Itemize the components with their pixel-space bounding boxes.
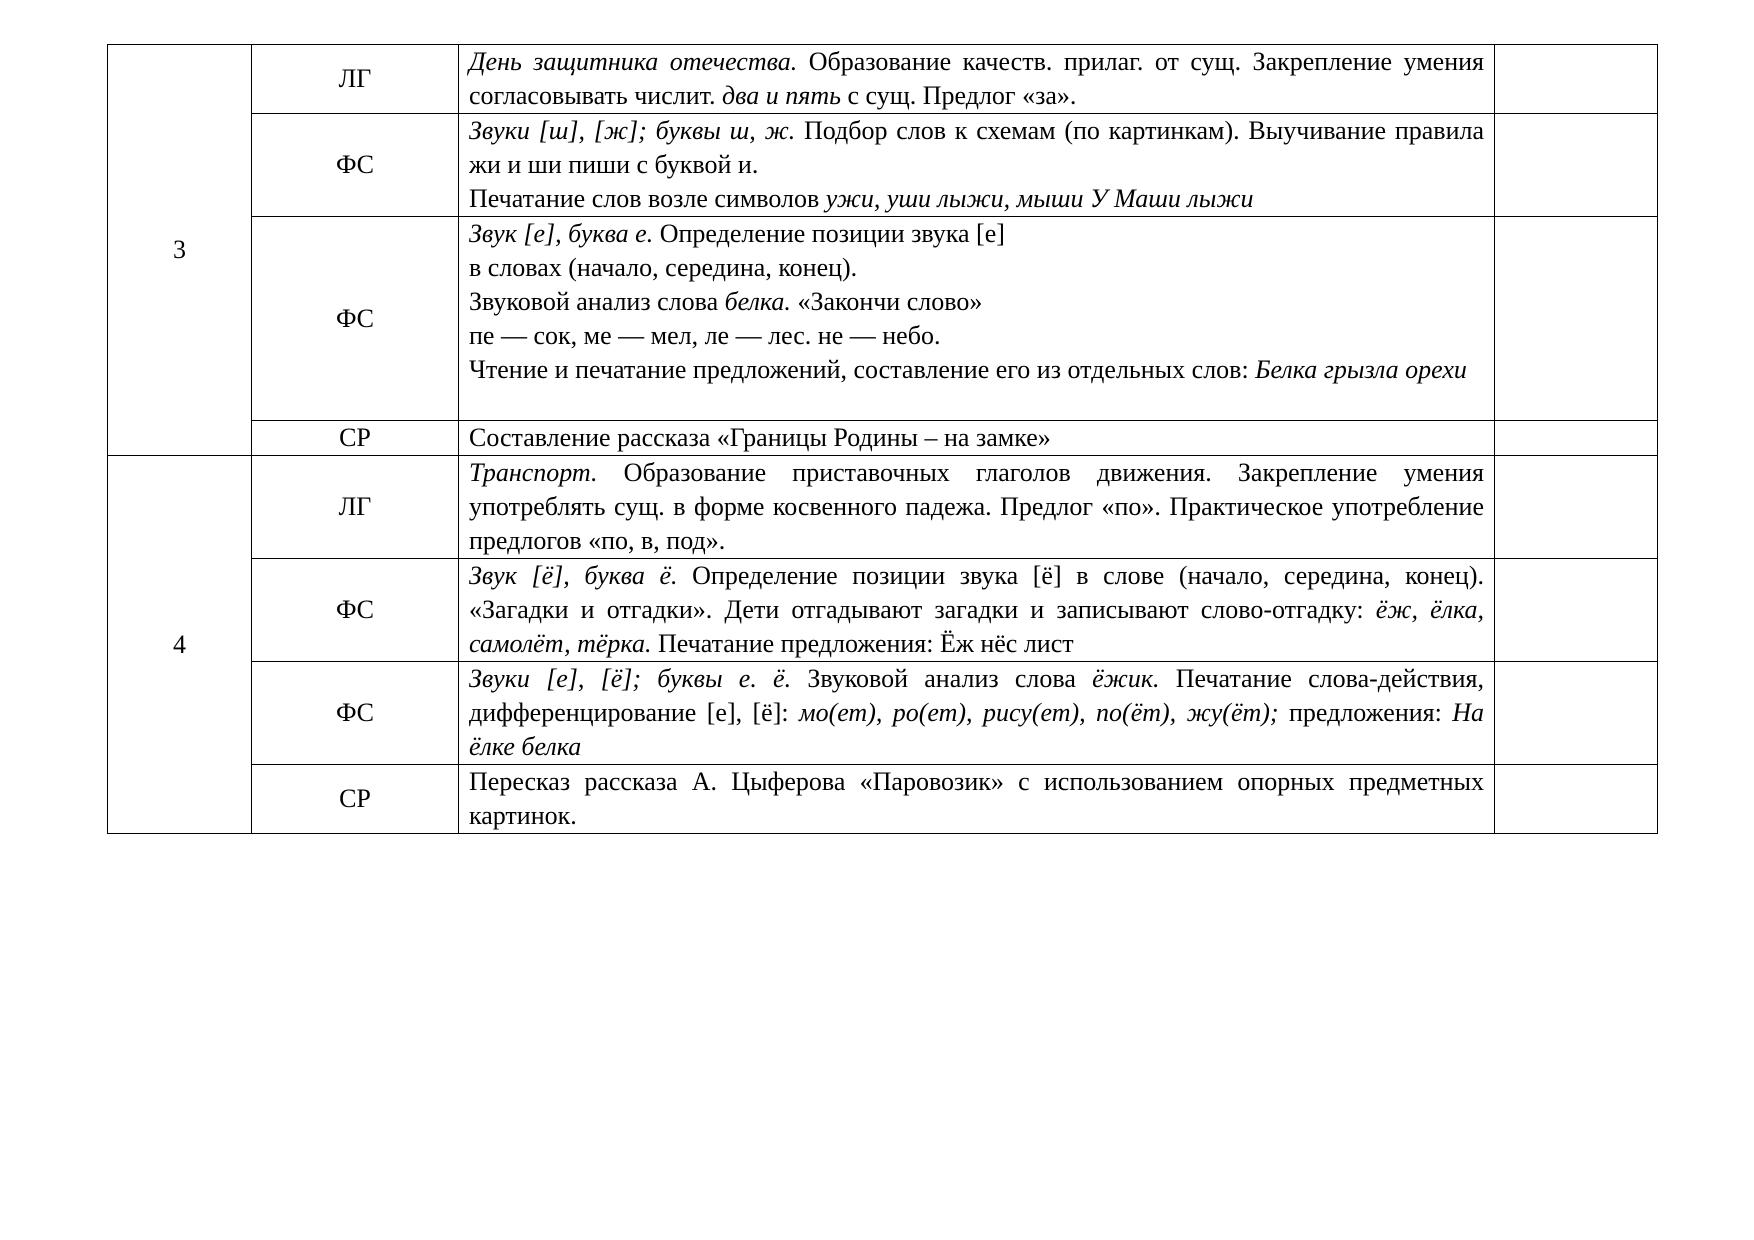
italic-text: два и пять — [722, 81, 841, 110]
table-row — [108, 114, 1658, 217]
lesson-content — [459, 559, 1495, 662]
content-line — [469, 456, 1484, 558]
lesson-content — [459, 662, 1495, 765]
italic-text: Звуки [ш], [ж]; буквы ш, ж. — [469, 116, 796, 145]
notes-cell — [1495, 217, 1658, 421]
content-line — [469, 217, 1484, 251]
notes-cell — [1495, 45, 1658, 114]
text: Определение позиции звука [е] — [653, 219, 1005, 248]
content-line — [469, 319, 1484, 353]
content-line — [469, 45, 1484, 113]
lesson-type: ЛГ — [252, 456, 459, 559]
italic-text: День защитника отечества. — [469, 47, 798, 76]
lesson-content — [459, 114, 1495, 217]
notes-cell — [1495, 114, 1658, 217]
table-row — [108, 45, 1658, 114]
italic-text: Транспорт. — [469, 458, 598, 487]
table-row — [108, 217, 1658, 421]
italic-text: Звук [е], буква е. — [469, 219, 654, 248]
italic-text: мо(ет), ро(ет), рису(ет), по(ёт), жу(ёт); — [798, 698, 1279, 727]
content-line — [469, 662, 1484, 764]
lesson-type: ФС — [252, 662, 459, 765]
week-number: 3 — [108, 45, 252, 456]
text: предложения: — [1278, 698, 1453, 727]
table-row — [108, 559, 1658, 662]
content-line — [469, 559, 1484, 661]
text: Печатание предложения: Ёж нёс лист — [651, 629, 1074, 658]
text: Образование приставочных глаголов движения. Закрепление умения употреблять сущ. в форме косвенного падежа. Предлог «по». Практическое употребление предлогов «по, в, под». — [469, 458, 1484, 555]
notes-cell — [1495, 456, 1658, 559]
text: «Закончи слово» — [790, 287, 983, 316]
text: пе — сок, ме — мел, ле — лес. не — небо. — [469, 321, 941, 350]
notes-cell — [1495, 662, 1658, 765]
italic-text: Белка грызла орехи — [1255, 355, 1467, 384]
italic-text: ёжик. — [1092, 664, 1160, 693]
italic-text: На ёлке белка — [469, 698, 1485, 761]
italic-text: ёж, ёлка, самолёт, тёрка. — [469, 595, 1484, 658]
text: Составление рассказа «Границы Родины – на замке» — [469, 423, 1051, 452]
content-line — [469, 285, 1484, 319]
text: Звуковой анализ слова — [469, 287, 725, 316]
content-line — [469, 251, 1484, 285]
table-row — [108, 765, 1658, 834]
content-line — [469, 182, 1484, 216]
table-row — [108, 421, 1658, 456]
text: Подбор слов к схемам (по картинкам). Выучивание правила жи и ши пиши с буквой и. — [469, 116, 1484, 179]
text: Чтение и печатание предложений, составление его из отдельных слов: — [469, 355, 1256, 384]
lesson-type: ЛГ — [252, 45, 459, 114]
text: Звуковой анализ слова — [791, 664, 1093, 693]
text: Определение позиции звука [ё] в слове (начало, середина, конец). «Загадки и отгадки». Дети отгадывают загадки и записывают слово-отгадку: — [469, 561, 1484, 624]
lesson-content — [459, 217, 1495, 421]
italic-text: белка. — [724, 287, 791, 316]
text: Образование качеств. прилаг. от сущ. Закрепление умения согласовывать числит. — [469, 47, 1484, 110]
content-line — [469, 114, 1484, 182]
content-line — [469, 421, 1484, 455]
lesson-type: СР — [252, 765, 459, 834]
table-body — [108, 45, 1658, 834]
text: Печатание слова-действия, дифференцирование [е], [ё]: — [469, 664, 1485, 727]
notes-cell — [1495, 765, 1658, 834]
lesson-type: ФС — [252, 114, 459, 217]
week-number: 4 — [108, 456, 252, 834]
text: Пересказ рассказа А. Цыферова «Паровозик» с использованием опорных предметных картинок. — [469, 767, 1484, 830]
text: в словах (начало, середина, конец). — [469, 253, 858, 282]
table-row — [108, 456, 1658, 559]
lesson-content — [459, 45, 1495, 114]
lesson-content — [459, 765, 1495, 834]
content-line — [469, 765, 1484, 833]
lesson-type: СР — [252, 421, 459, 456]
lesson-content — [459, 456, 1495, 559]
notes-cell — [1495, 421, 1658, 456]
lesson-content — [459, 421, 1495, 456]
lesson-type: ФС — [252, 217, 459, 421]
lesson-type: ФС — [252, 559, 459, 662]
italic-text: Звук [ё], буква ё. — [469, 561, 678, 590]
italic-text: ужи, уши лыжи, мыши У Маши лыжи — [825, 184, 1254, 213]
italic-text: Звуки [е], [ё]; буквы е. ё. — [469, 664, 792, 693]
lesson-plan-table — [107, 44, 1658, 834]
text: с сущ. Предлог «за». — [841, 81, 1077, 110]
table-row — [108, 662, 1658, 765]
text: Печатание слов возле символов — [469, 184, 826, 213]
content-line — [469, 353, 1484, 387]
notes-cell — [1495, 559, 1658, 662]
